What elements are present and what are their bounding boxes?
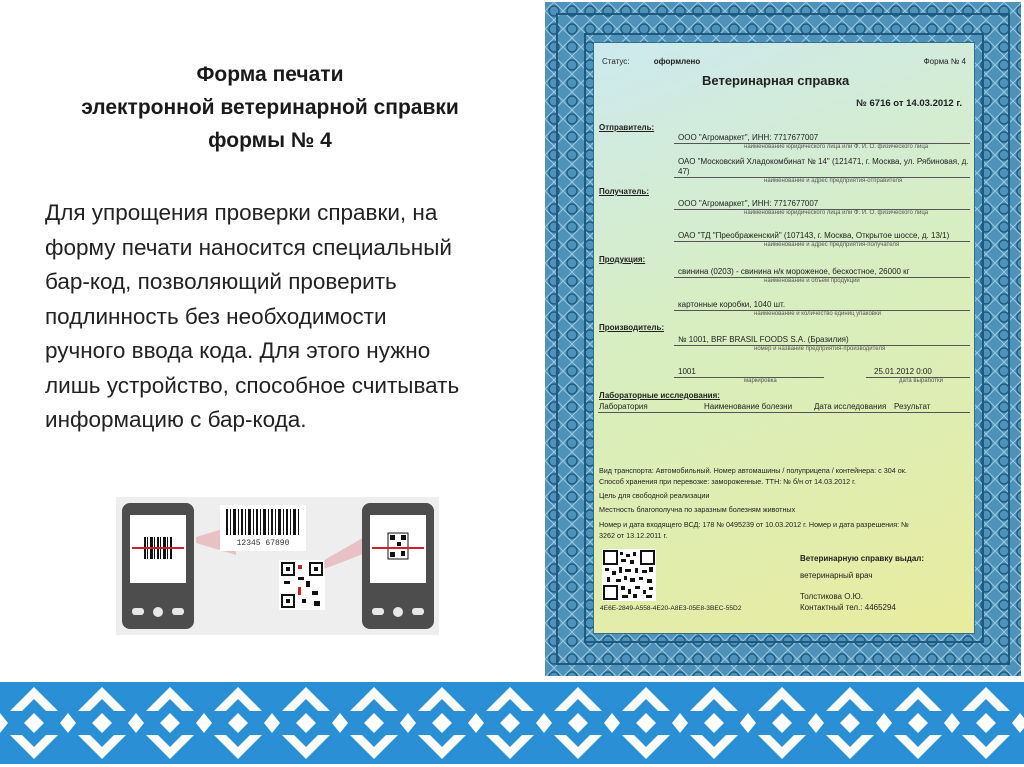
certificate-title: Ветеринарная справка: [702, 73, 850, 88]
barcode-digits: 12345 67890: [236, 539, 290, 548]
caption: наименование и адрес предприятия-получателя: [764, 242, 900, 248]
certificate-uuid: 4E6E-2849-A558-4E20-A8E3-05E8-3BEC-55D2: [600, 605, 742, 612]
issuer-phone: Контактный тел.: 4465294: [800, 603, 896, 612]
qr-code-icon: [370, 515, 426, 583]
body-line: бар-код, позволяющий проверить: [45, 269, 397, 294]
recipient-address: ОАО "ТД "Преображенский" (107143, г. Москва, Открытое шоссе, д. 13/1): [678, 231, 950, 240]
caption: номер и название предприятия-производителя: [754, 346, 886, 352]
caption: наименование юридического лица или Ф. И. О. физического лица: [744, 144, 929, 150]
phone-left-icon: [122, 503, 194, 629]
title-line: Форма печати: [196, 63, 344, 86]
title-line: электронной ветеринарной справки: [81, 96, 459, 119]
ornament-pattern-icon: [0, 679, 1024, 767]
transport-line: Вид транспорта: Автомобильный. Номер автомашины / полуприцепа / контейнера: с 304 ок.: [599, 466, 907, 475]
caption: наименование юридического лица или Ф. И. О. физического лица: [744, 210, 929, 216]
producer-label: Производитель:: [599, 323, 665, 332]
body-line: форму печати наносится специальный: [45, 234, 452, 260]
phone-right-icon: [362, 503, 434, 629]
body-paragraph: [45, 196, 525, 438]
lab-header: Лаборатория: [599, 402, 648, 411]
lab-header: Дата исследования: [814, 402, 887, 411]
certificate-qr-code: [602, 549, 656, 601]
producer-value: № 1001, BRF BRASIL FOODS S.A. (Бразилия): [678, 335, 849, 344]
certificate-number: № 6716 от 14.03.2012 г.: [856, 98, 962, 109]
issuer-role: ветеринарный врач: [800, 571, 873, 580]
status-value: оформлено: [653, 57, 701, 66]
product-label: Продукция:: [599, 255, 646, 264]
decorative-ornament-band: [0, 679, 1024, 767]
barcode-label: [220, 505, 306, 551]
production-date: 25.01.2012 0:00: [874, 367, 932, 376]
sender-address: ОАО "Московский Хладокомбинат № 14" (121471, г. Москва, ул. Рябиновая, д.: [678, 157, 969, 166]
recipient-label: Получатель:: [599, 187, 649, 196]
barcode-icon: [130, 515, 186, 583]
lab-label: Лабораторные исследования:: [599, 391, 720, 400]
lab-header: Наименование болезни: [704, 402, 793, 411]
scan-line: [132, 547, 184, 549]
slide-title: [20, 58, 520, 157]
caption: наименование и объем продукции: [764, 278, 860, 284]
marking-value: 1001: [678, 367, 696, 376]
package-value: картонные коробки, 1040 шт.: [678, 300, 786, 309]
storage-line: Способ хранения при перевозке: замороженные. ТТН: № б/н от 14.03.2012 г.: [599, 477, 856, 486]
scan-line: [372, 547, 424, 549]
locality-line: Местность благополучна по заразным болезням животных: [599, 505, 796, 514]
caption: наименование и адрес предприятия-отправителя: [764, 178, 903, 184]
body-line: подлинность без необходимости: [45, 303, 387, 329]
sender-address-cont: 47): [678, 167, 690, 176]
body-line: Для упрощения проверки справки, на: [45, 200, 438, 225]
body-line: информацию с бар-кода.: [45, 407, 307, 432]
certificate-body: [593, 42, 975, 634]
issued-by-label: Ветеринарную справку выдал:: [800, 554, 925, 563]
recipient-org: ООО "Агромаркет", ИНН: 7717677007: [678, 199, 819, 208]
caption: дата выработки: [899, 378, 943, 384]
body-line: ручного ввода кода. Для этого нужно: [45, 338, 431, 363]
incoming-line-cont: 3262 от 13.12.2011 г.: [599, 531, 668, 540]
status-label: Статус:: [602, 57, 630, 66]
purpose-line: Цель для свободной реализации: [599, 491, 710, 500]
body-line: лишь устройство, способное считывать: [45, 372, 460, 398]
issuer-name: Толстикова О.Ю.: [800, 592, 863, 601]
lab-header: Результат: [894, 402, 931, 411]
caption: маркировка: [744, 378, 777, 384]
qr-code-icon: [279, 560, 325, 610]
sender-org: ООО "Агромаркет", ИНН: 7717677007: [678, 133, 819, 142]
barcode-scan-illustration: [116, 497, 439, 635]
form-number: Форма № 4: [923, 57, 966, 66]
title-line: формы № 4: [208, 129, 332, 152]
product-value: свинина (0203) - свинина н/к мороженое, бескостное, 26000 кг: [678, 267, 910, 276]
sender-label: Отправитель:: [599, 123, 655, 132]
barcode-icon: [220, 505, 306, 539]
incoming-line: Номер и дата входящего ВСД: 178 № 0495239 от 10.03.2012 г. Номер и дата разрешения: №: [599, 520, 909, 529]
caption: наименование и количество единиц упаковки: [754, 311, 881, 317]
veterinary-certificate: [545, 2, 1021, 676]
